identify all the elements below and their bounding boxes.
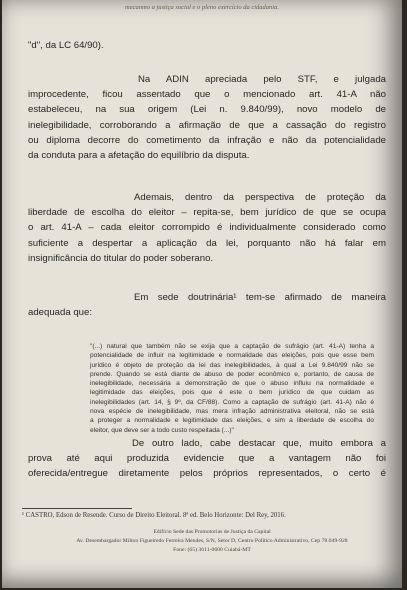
quote-line: inelegibilidades (art. 14, § 9º, da CF/88). Como a captação de sufrágio (art. 41-A) não é [90, 398, 374, 406]
footer-line-3: Fone: (65) 3611-0600 Cuiabá-MT [173, 547, 251, 553]
paragraph-line: inelegibilidade, corroborando a afirmação de que a cassação do registro [28, 119, 386, 131]
footer-line-1: Edifício Sede das Promotorias de Justiça da Capital [153, 529, 271, 535]
paragraph-line: da conduta para a afetação do equilíbrio da disputa. [28, 150, 250, 162]
paragraph-line: suficiente a despertar a aplicação da lei, porquanto não há falar em [28, 237, 386, 249]
quote-line: potencialidade de influir na legitimidade e normalidade das eleições, pois que esse bem [90, 352, 374, 360]
paragraph-line: Ademais, dentro da perspectiva de proteção da [134, 192, 386, 203]
footer-line-2: Av. Desembargador Milton Figueiredo Ferreira Mendes, S/N, Setor D, Centro Político Administrativo, Cep 78.049-928 [76, 538, 348, 544]
paragraph-3 [28, 190, 386, 266]
block-quote [90, 342, 374, 435]
paragraph-4 [28, 290, 386, 320]
paragraph-line: oferecida/entregue diretamente pelos próprios representados, o certo é [28, 468, 386, 480]
paragraph-line: ou diploma decorre do cometimento da infração e não da potencialidade [28, 134, 386, 146]
quote-line: nova espécie de inelegibilidade, mas mera infração administrativa eleitoral, não se está [90, 408, 374, 416]
paragraph-line: adequada que: [28, 307, 93, 319]
quote-line: eleitor, que deve ser a todo custo respeitada (...)" [90, 426, 234, 434]
paragraph-1 [28, 38, 388, 53]
paragraph-line: liberdade de escolha do eleitor – repita-se, bem jurídico de que se ocupa [28, 207, 386, 219]
quote-line: legitimidade das eleições, pois que é este o bem jurídico de que cuidam as [90, 389, 374, 397]
paragraph-line: Na ADIN apreciada pelo STF, e julgada [138, 74, 386, 85]
quote-line: "(...) natural que também não se exija que a captação de sufrágio (art. 41-A) tenha a [90, 343, 374, 350]
paragraph-line: improcedente, ficou assentado que o mencionado art. 41-A não [28, 89, 386, 101]
paragraph-line: "d", da LC 64/90). [28, 40, 104, 51]
page-header: mecanmo a justiça social e o pleno exercício da cidadania. [125, 4, 279, 11]
paragraph-line: insignificância do titular do poder soberano. [28, 252, 214, 264]
footnote-separator [22, 508, 132, 509]
paragraph-line: De outro lado, cabe destacar que, muito embora a [132, 438, 386, 449]
paragraph-line: o art. 41-A – cada eleitor corrompido é individualmente considerado como [28, 222, 386, 234]
quote-line: jurídico é objeto de proteção da lei das inelegibilidades, à qual a Lei 9.840/99 não se [90, 361, 374, 369]
paragraph-line: estabeleceu, na sua origem (Lei n. 9.840/99), novo modelo de [28, 104, 386, 116]
quote-line: a proteger a normalidade e legitimidade das eleições, e sim a liberdade de escolha do [90, 417, 374, 425]
quote-line: prende. Quando se está diante de abuso de poder econômico e, portanto, de causa de [90, 370, 374, 378]
paragraph-5 [28, 436, 386, 482]
footnote: ¹ CASTRO, Edson de Resende. Curso de Direito Eleitoral. 8ª ed. Belo Horizonte: Del Rey, 2016. [22, 512, 286, 519]
paragraph-line: prova até aqui produzida evidencie que a vantagem não foi [28, 453, 386, 465]
paragraph-2 [28, 72, 386, 163]
paragraph-line: Em sede doutrinária¹ tem-se afirmado de maneira [134, 292, 386, 303]
document-page [2, 0, 402, 588]
quote-line: inelegibilidade, necessária a demonstração de que o abuso influiu na normalidade e [90, 380, 374, 388]
